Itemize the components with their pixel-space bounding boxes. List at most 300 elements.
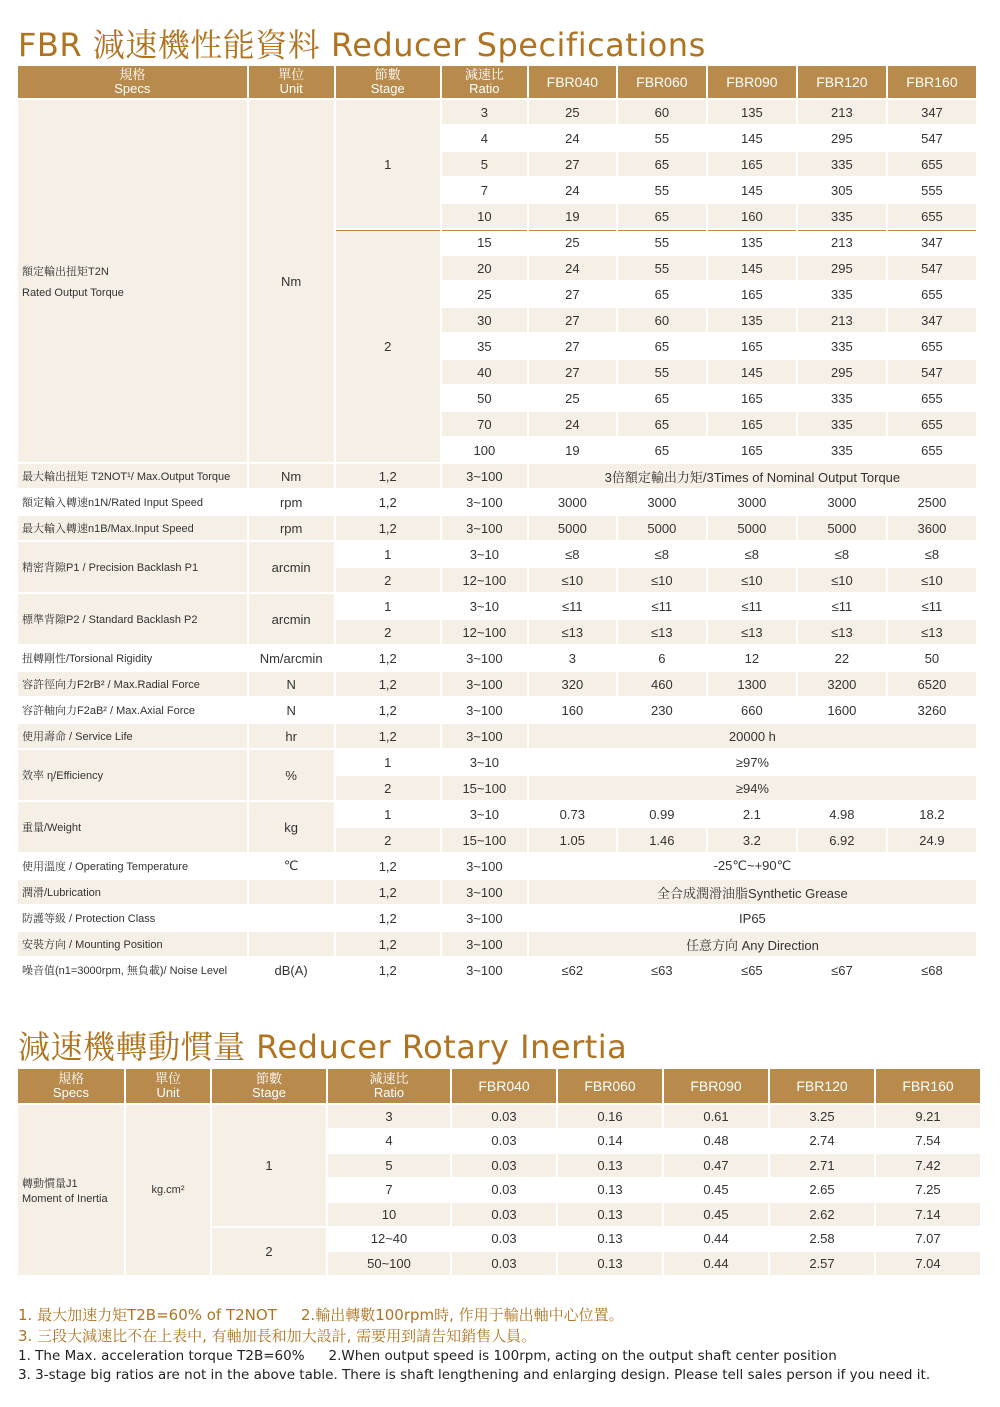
value-cell: 27 [529, 360, 616, 386]
value-cell: 335 [798, 282, 886, 308]
ratio-cell: 12~100 [442, 620, 527, 646]
value-cell: 295 [798, 256, 886, 282]
value-cell: 9.21 [876, 1105, 980, 1130]
value-cell: 165 [708, 438, 796, 464]
value-cell: 65 [618, 438, 706, 464]
value-cell: 655 [888, 412, 976, 438]
value-cell: 660 [708, 698, 796, 724]
ratio-cell: 4 [442, 126, 527, 152]
stage-cell: 2 [336, 568, 440, 594]
value-cell: ≤11 [798, 594, 886, 620]
ratio-cell: 3~100 [442, 932, 527, 958]
value-cell: 655 [888, 438, 976, 464]
spec-label: 噪音值(n1=3000rpm, 無負載)/ Noise Level [18, 958, 247, 984]
value-cell: 347 [888, 230, 976, 256]
header-model: FBR160 [888, 66, 976, 100]
stage-cell: 1 [336, 542, 440, 568]
header-model: FBR090 [664, 1069, 768, 1105]
value-cell: 165 [708, 386, 796, 412]
value-cell: 7.14 [876, 1203, 980, 1228]
value-cell: 18.2 [888, 802, 976, 828]
value-cell: 460 [618, 672, 706, 698]
ratio-cell: 12~40 [328, 1228, 450, 1253]
ratio-cell: 15~100 [442, 776, 527, 802]
value-cell: 1.46 [618, 828, 706, 854]
value-cell: 19 [529, 438, 616, 464]
spec-label: 效率 η/Efficiency [18, 750, 247, 802]
ratio-cell: 3 [442, 100, 527, 126]
label-en: Moment of Inertia [22, 1192, 108, 1205]
value-cell: 7.07 [876, 1228, 980, 1253]
spec-row-standard-backlash [18, 594, 976, 620]
ratio-cell: 7 [442, 178, 527, 204]
value-cell: 7.04 [876, 1252, 980, 1277]
spec-row-weight [18, 802, 976, 828]
value-cell: 27 [529, 152, 616, 178]
header-unit: 單位 Unit [126, 1069, 210, 1105]
value-cell: ≤13 [888, 620, 976, 646]
value-cell: 2.57 [770, 1252, 874, 1277]
inertia-label [18, 1105, 124, 1277]
value-cell: 0.03 [452, 1228, 556, 1253]
spec-row-protection [18, 906, 976, 932]
spec-row-radial-force [18, 672, 976, 698]
value-cell: ≤13 [529, 620, 616, 646]
unit-cell [249, 880, 334, 906]
value-cell: 24 [529, 178, 616, 204]
value-cell: ≤62 [529, 958, 616, 984]
value-cell: ≤8 [798, 542, 886, 568]
value-cell: 0.03 [452, 1130, 556, 1155]
value-cell: 165 [708, 282, 796, 308]
value-cell: 135 [708, 230, 796, 256]
ratio-cell: 3~100 [442, 516, 527, 542]
note-cn-line1: 1. 最大加速力矩T2B=60% of T2NOT 2.輸出轉數100rpm時, 作用于輸出軸中心位置。 [18, 1306, 624, 1324]
header-specs: 規格 Specs [18, 1069, 124, 1105]
value-cell: ≤13 [618, 620, 706, 646]
value-cell: 5000 [529, 516, 616, 542]
stage-cell: 1,2 [336, 646, 440, 672]
spec-row-max-speed [18, 516, 976, 542]
spec-label: 安裝方向 / Mounting Position [18, 932, 247, 958]
spec-label: 最大輸出扭矩 T2NOT¹/ Max.Output Torque [18, 464, 247, 490]
value-cell: 2.65 [770, 1179, 874, 1204]
ratio-cell: 10 [442, 204, 527, 230]
stage-cell: 1 [336, 100, 440, 230]
value-cell: ≤11 [529, 594, 616, 620]
value-cell: 50 [888, 646, 976, 672]
value-cell: 347 [888, 308, 976, 334]
value-cell: 0.16 [558, 1105, 662, 1130]
label-cn: 轉動慣量J1 [22, 1177, 78, 1190]
value-cell: 3200 [798, 672, 886, 698]
spec-label: 重量/Weight [18, 802, 247, 854]
stage-cell: 1,2 [336, 724, 440, 750]
value-cell: 0.03 [452, 1154, 556, 1179]
ratio-cell: 40 [442, 360, 527, 386]
value-cell: 22 [798, 646, 886, 672]
specifications-table [16, 66, 978, 984]
value-cell: 6520 [888, 672, 976, 698]
value-cell: 65 [618, 386, 706, 412]
value-cell: 0.03 [452, 1179, 556, 1204]
value-cell: 6.92 [798, 828, 886, 854]
ratio-cell: 3~100 [442, 490, 527, 516]
value-cell: 547 [888, 256, 976, 282]
ratio-cell: 70 [442, 412, 527, 438]
value-cell: ≤13 [708, 620, 796, 646]
stage-cell: 1 [212, 1105, 326, 1228]
value-cell: ≤8 [529, 542, 616, 568]
value-cell: 3 [529, 646, 616, 672]
spec-row-mounting [18, 932, 976, 958]
stage-cell: 1,2 [336, 906, 440, 932]
ratio-cell: 3~100 [442, 880, 527, 906]
value-cell: 655 [888, 152, 976, 178]
stage-cell: 1,2 [336, 516, 440, 542]
note-cn-line2: 3. 三段大減速比不在上表中, 有軸加長和加大設計, 需要用到請告知銷售人員。 [18, 1327, 537, 1345]
value-cell: 547 [888, 126, 976, 152]
value-cell: 135 [708, 100, 796, 126]
value-cell: 65 [618, 204, 706, 230]
value-cell: 3000 [618, 490, 706, 516]
merged-value-cell: IP65 [529, 906, 976, 932]
specs-title: FBR 減速機性能資料 Reducer Specifications [18, 26, 706, 64]
ratio-cell: 25 [442, 282, 527, 308]
ratio-cell: 3~100 [442, 672, 527, 698]
header-model: FBR160 [876, 1069, 980, 1105]
value-cell: 3000 [708, 490, 796, 516]
value-cell: ≤11 [888, 594, 976, 620]
spec-label: 潤滑/Lubrication [18, 880, 247, 906]
header-model: FBR060 [558, 1069, 662, 1105]
unit-cell: kg [249, 802, 334, 854]
value-cell: 335 [798, 152, 886, 178]
value-cell: ≤13 [798, 620, 886, 646]
unit-cell: % [249, 750, 334, 802]
value-cell: 160 [529, 698, 616, 724]
value-cell: 1300 [708, 672, 796, 698]
rated-torque-label [18, 100, 247, 464]
stage-cell: 2 [336, 828, 440, 854]
stage-cell: 2 [336, 620, 440, 646]
value-cell: 24 [529, 412, 616, 438]
stage-cell: 2 [336, 776, 440, 802]
value-cell: 0.48 [664, 1130, 768, 1155]
inertia-table [16, 1069, 982, 1277]
value-cell: 347 [888, 100, 976, 126]
merged-value-cell: 任意方向 Any Direction [529, 932, 976, 958]
stage-cell: 1,2 [336, 932, 440, 958]
value-cell: 19 [529, 204, 616, 230]
value-cell: 60 [618, 100, 706, 126]
value-cell: 165 [708, 412, 796, 438]
value-cell: 0.99 [618, 802, 706, 828]
value-cell: 160 [708, 204, 796, 230]
spec-label: 使用溫度 / Operating Temperature [18, 854, 247, 880]
stage-cell: 1,2 [336, 958, 440, 984]
value-cell: 65 [618, 412, 706, 438]
value-cell: 0.47 [664, 1154, 768, 1179]
header-model: FBR120 [770, 1069, 874, 1105]
unit-cell [249, 932, 334, 958]
ratio-cell: 3~100 [442, 906, 527, 932]
value-cell: 335 [798, 334, 886, 360]
unit-cell: arcmin [249, 542, 334, 594]
label-en: Rated Output Torque [22, 287, 124, 299]
label-cn: 額定輸出扭矩T2N [22, 266, 109, 278]
value-cell: 24.9 [888, 828, 976, 854]
spec-row-max-torque [18, 464, 976, 490]
spec-label: 容許軸向力F2aB² / Max.Axial Force [18, 698, 247, 724]
spec-label: 精密背隙P1 / Precision Backlash P1 [18, 542, 247, 594]
spec-label: 防護等級 / Protection Class [18, 906, 247, 932]
spec-row-temperature [18, 854, 976, 880]
ratio-cell: 3~100 [442, 698, 527, 724]
header-model: FBR060 [618, 66, 706, 100]
value-cell: ≤10 [708, 568, 796, 594]
value-cell: 655 [888, 386, 976, 412]
value-cell: 145 [708, 360, 796, 386]
value-cell: ≤10 [618, 568, 706, 594]
value-cell: 55 [618, 126, 706, 152]
unit-cell: ℃ [249, 854, 334, 880]
value-cell: 165 [708, 152, 796, 178]
value-cell: 7.42 [876, 1154, 980, 1179]
value-cell: 25 [529, 386, 616, 412]
inertia-row [18, 1105, 980, 1130]
value-cell: 0.13 [558, 1203, 662, 1228]
value-cell: 655 [888, 282, 976, 308]
unit-cell: Nm/arcmin [249, 646, 334, 672]
unit-cell: dB(A) [249, 958, 334, 984]
value-cell: ≤10 [798, 568, 886, 594]
unit-cell: N [249, 672, 334, 698]
note-en-line2: 3. 3-stage big ratios are not in the above table. There is shaft lengthening and enlarging design. Please tell sales person if you need it. [18, 1367, 931, 1383]
ratio-cell: 20 [442, 256, 527, 282]
spec-row-axial-force [18, 698, 976, 724]
value-cell: 5000 [618, 516, 706, 542]
inertia-title: 減速機轉動慣量 Reducer Rotary Inertia [18, 1028, 628, 1066]
ratio-cell: 3 [328, 1105, 450, 1130]
unit-cell: N [249, 698, 334, 724]
value-cell: 0.45 [664, 1203, 768, 1228]
inertia-table-header [18, 1069, 980, 1105]
ratio-cell: 3~10 [442, 542, 527, 568]
value-cell: 165 [708, 334, 796, 360]
value-cell: 145 [708, 126, 796, 152]
stage-cell: 2 [336, 230, 440, 464]
value-cell: 305 [798, 178, 886, 204]
value-cell: 7.54 [876, 1130, 980, 1155]
value-cell: 145 [708, 178, 796, 204]
value-cell: 55 [618, 178, 706, 204]
header-specs: 規格 Specs [18, 66, 247, 100]
ratio-cell: 15~100 [442, 828, 527, 854]
header-model: FBR040 [452, 1069, 556, 1105]
unit-cell: kg.cm² [126, 1105, 210, 1277]
value-cell: ≤68 [888, 958, 976, 984]
value-cell: 0.13 [558, 1252, 662, 1277]
header-model: FBR040 [529, 66, 616, 100]
value-cell: 2.71 [770, 1154, 874, 1179]
value-cell: 0.13 [558, 1179, 662, 1204]
ratio-cell: 3~10 [442, 750, 527, 776]
value-cell: 5000 [708, 516, 796, 542]
ratio-cell: 5 [328, 1154, 450, 1179]
unit-cell [249, 906, 334, 932]
header-model: FBR090 [708, 66, 796, 100]
spec-row-precision-backlash [18, 542, 976, 568]
stage-cell: 1,2 [336, 464, 440, 490]
value-cell: 7.25 [876, 1179, 980, 1204]
ratio-cell: 3~100 [442, 646, 527, 672]
value-cell: 0.45 [664, 1179, 768, 1204]
ratio-cell: 30 [442, 308, 527, 334]
ratio-cell: 5 [442, 152, 527, 178]
value-cell: 55 [618, 256, 706, 282]
value-cell: 547 [888, 360, 976, 386]
spec-row-rated-speed [18, 490, 976, 516]
value-cell: ≤10 [888, 568, 976, 594]
unit-cell: Nm [249, 464, 334, 490]
value-cell: 320 [529, 672, 616, 698]
ratio-cell: 3~100 [442, 724, 527, 750]
note-en-line1: 1. The Max. acceleration torque T2B=60% 2.When output speed is 100rpm, acting on the output shaft center position [18, 1348, 837, 1364]
value-cell: 0.03 [452, 1203, 556, 1228]
merged-value-cell: 20000 h [529, 724, 976, 750]
value-cell: 0.14 [558, 1130, 662, 1155]
value-cell: 55 [618, 360, 706, 386]
value-cell: 213 [798, 100, 886, 126]
value-cell: 2.1 [708, 802, 796, 828]
value-cell: ≤63 [618, 958, 706, 984]
ratio-cell: 15 [442, 230, 527, 256]
value-cell: ≤67 [798, 958, 886, 984]
ratio-cell: 3~100 [442, 464, 527, 490]
header-stage: 節數 Stage [212, 1069, 326, 1105]
ratio-cell: 3~10 [442, 802, 527, 828]
value-cell: ≤11 [618, 594, 706, 620]
stage-cell: 1 [336, 802, 440, 828]
value-cell: 0.13 [558, 1154, 662, 1179]
value-cell: 335 [798, 204, 886, 230]
value-cell: 335 [798, 386, 886, 412]
value-cell: 25 [529, 100, 616, 126]
value-cell: 3.25 [770, 1105, 874, 1130]
ratio-cell: 12~100 [442, 568, 527, 594]
spec-label: 標準背隙P2 / Standard Backlash P2 [18, 594, 247, 646]
value-cell: 24 [529, 126, 616, 152]
ratio-cell: 100 [442, 438, 527, 464]
value-cell: 145 [708, 256, 796, 282]
table-header [18, 66, 976, 100]
value-cell: 65 [618, 282, 706, 308]
ratio-cell: 4 [328, 1130, 450, 1155]
value-cell: 27 [529, 282, 616, 308]
value-cell: 60 [618, 308, 706, 334]
value-cell: 2.62 [770, 1203, 874, 1228]
merged-value-cell: -25℃~+90℃ [529, 854, 976, 880]
torque-row [18, 100, 976, 126]
value-cell: 0.73 [529, 802, 616, 828]
value-cell: 4.98 [798, 802, 886, 828]
header-unit: 單位 Unit [249, 66, 334, 100]
spec-label: 使用壽命 / Service Life [18, 724, 247, 750]
value-cell: 24 [529, 256, 616, 282]
value-cell: ≤8 [708, 542, 796, 568]
ratio-cell: 3~100 [442, 854, 527, 880]
value-cell: 1600 [798, 698, 886, 724]
spec-row-noise [18, 958, 976, 984]
value-cell: 65 [618, 334, 706, 360]
value-cell: 555 [888, 178, 976, 204]
value-cell: 295 [798, 126, 886, 152]
value-cell: 65 [618, 152, 706, 178]
ratio-cell: 3~10 [442, 594, 527, 620]
value-cell: 27 [529, 308, 616, 334]
value-cell: 213 [798, 308, 886, 334]
value-cell: 3260 [888, 698, 976, 724]
value-cell: 2500 [888, 490, 976, 516]
ratio-cell: 10 [328, 1203, 450, 1228]
stage-cell: 1,2 [336, 880, 440, 906]
value-cell: 3600 [888, 516, 976, 542]
value-cell: 2.74 [770, 1130, 874, 1155]
value-cell: 655 [888, 334, 976, 360]
spec-row-service-life [18, 724, 976, 750]
value-cell: ≤65 [708, 958, 796, 984]
spec-row-lubrication [18, 880, 976, 906]
value-cell: 335 [798, 438, 886, 464]
value-cell: 230 [618, 698, 706, 724]
value-cell: 335 [798, 412, 886, 438]
value-cell: 25 [529, 230, 616, 256]
value-cell: 295 [798, 360, 886, 386]
spec-row-efficiency [18, 750, 976, 776]
value-cell: 1.05 [529, 828, 616, 854]
value-cell: 6 [618, 646, 706, 672]
unit-cell: rpm [249, 490, 334, 516]
value-cell: ≤8 [618, 542, 706, 568]
unit-cell: Nm [249, 100, 334, 464]
value-cell: 12 [708, 646, 796, 672]
stage-cell: 1 [336, 750, 440, 776]
value-cell: 2.58 [770, 1228, 874, 1253]
merged-value-cell: ≥97% [529, 750, 976, 776]
value-cell: ≤10 [529, 568, 616, 594]
value-cell: ≤11 [708, 594, 796, 620]
ratio-cell: 3~100 [442, 958, 527, 984]
spec-label: 扭轉剛性/Torsional Rigidity [18, 646, 247, 672]
value-cell: 3.2 [708, 828, 796, 854]
value-cell: 213 [798, 230, 886, 256]
header-model: FBR120 [798, 66, 886, 100]
ratio-cell: 35 [442, 334, 527, 360]
value-cell: 27 [529, 334, 616, 360]
header-ratio: 減速比 Ratio [442, 66, 527, 100]
spec-row-rigidity [18, 646, 976, 672]
unit-cell: rpm [249, 516, 334, 542]
ratio-cell: 7 [328, 1179, 450, 1204]
merged-value-cell: ≥94% [529, 776, 976, 802]
spec-label: 容許徑向力F2rB² / Max.Radial Force [18, 672, 247, 698]
value-cell: ≤8 [888, 542, 976, 568]
stage-cell: 1,2 [336, 672, 440, 698]
merged-value-cell: 3倍額定輸出力矩/3Times of Nominal Output Torque [529, 464, 976, 490]
value-cell: 55 [618, 230, 706, 256]
value-cell: 0.44 [664, 1228, 768, 1253]
